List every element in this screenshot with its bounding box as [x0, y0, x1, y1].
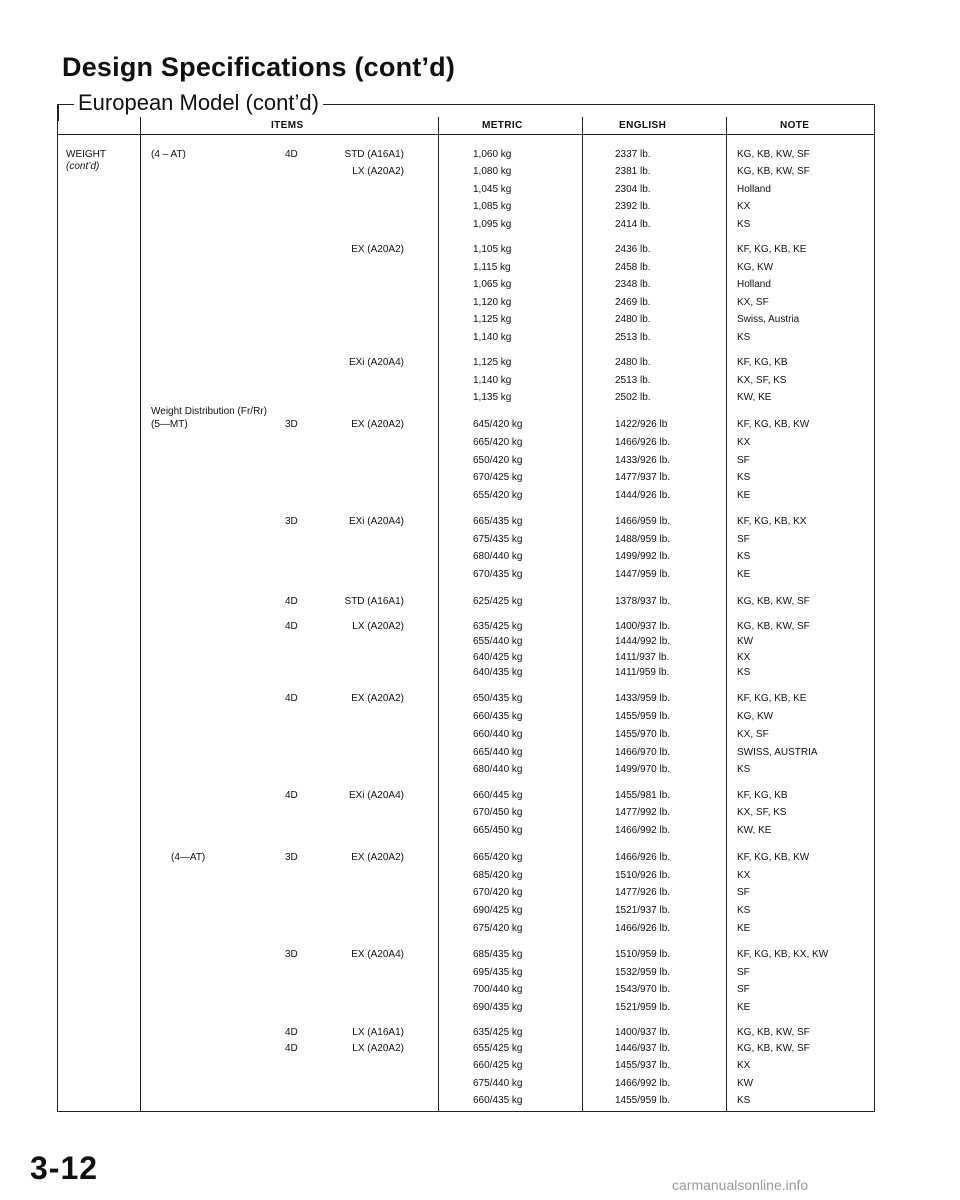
row-metric: 1,140 kg — [473, 332, 512, 343]
row-note: KX, SF, KS — [737, 375, 787, 386]
row-body-style: 3D — [285, 852, 298, 863]
row-metric: 665/435 kg — [473, 516, 523, 527]
column-divider — [726, 117, 727, 1112]
row-english: 1499/970 lb. — [615, 764, 671, 775]
row-english: 1455/959 lb. — [615, 1095, 671, 1106]
row-note: KG, KW — [737, 262, 774, 273]
row-metric: 675/440 kg — [473, 1078, 523, 1089]
row-english: 1411/937 lb. — [615, 652, 670, 663]
row-body-style: 4D — [285, 149, 298, 160]
row-body-style: 4D — [285, 1027, 298, 1038]
row-metric: 645/420 kg — [473, 419, 523, 430]
row-note: KS — [737, 764, 751, 775]
row-note: KG, KB, KW, SF — [737, 621, 810, 632]
header-divider — [57, 134, 875, 135]
header-metric: METRIC — [482, 120, 523, 131]
row-note: KF, KG, KB — [737, 357, 788, 368]
row-model: EX (A20A4) — [351, 949, 404, 960]
row-english: 1444/992 lb. — [615, 636, 671, 647]
row-english: 1466/970 lb. — [615, 747, 671, 758]
row-note: KF, KG, KB, KE — [737, 244, 807, 255]
row-english: 2414 lb. — [615, 219, 651, 230]
row-metric: 670/420 kg — [473, 887, 523, 898]
row-english: 1466/926 lb. — [615, 923, 671, 934]
row-english: 1510/926 lb. — [615, 870, 671, 881]
row-metric: 625/425 kg — [473, 596, 523, 607]
row-metric: 1,080 kg — [473, 166, 512, 177]
row-english: 1400/937 lb. — [615, 621, 671, 632]
column-divider — [140, 117, 141, 1112]
row-metric: 1,140 kg — [473, 375, 512, 386]
row-note: KG, KB, KW, SF — [737, 149, 810, 160]
row-note: KS — [737, 1095, 751, 1106]
row-model: EXi (A20A4) — [348, 790, 404, 801]
page-title: Design Specifications (cont’d) — [62, 52, 456, 82]
row-english: 1466/926 lb. — [615, 437, 671, 448]
row-metric: 655/440 kg — [473, 636, 523, 647]
row-english: 1510/959 lb. — [615, 949, 671, 960]
row-model: EX (A20A2) — [351, 244, 404, 255]
row-model: LX (A20A2) — [352, 621, 404, 632]
row-metric: 660/445 kg — [473, 790, 523, 801]
row-note: KW, KE — [737, 392, 772, 403]
row-english: 2480 lb. — [615, 357, 651, 368]
row-note: KE — [737, 569, 751, 580]
row-metric: 660/425 kg — [473, 1060, 523, 1071]
row-note: SWISS, AUSTRIA — [737, 747, 818, 758]
row-note: KW, KE — [737, 825, 772, 836]
row-english: 1488/959 lb. — [615, 534, 671, 545]
row-note: KX — [737, 1060, 751, 1071]
transmission-label: (5—MT) — [151, 419, 188, 430]
row-metric: 640/425 kg — [473, 652, 523, 663]
row-note: KE — [737, 1002, 751, 1013]
row-metric: 1,120 kg — [473, 297, 512, 308]
row-english: 1444/926 lb. — [615, 490, 671, 501]
row-note: KX, SF — [737, 297, 769, 308]
column-divider — [438, 117, 439, 1112]
row-english: 2348 lb. — [615, 279, 651, 290]
header-items: ITEMS — [271, 120, 304, 131]
row-english: 1447/959 lb. — [615, 569, 671, 580]
row-note: SF — [737, 534, 750, 545]
row-metric: 1,065 kg — [473, 279, 512, 290]
row-model: EX (A20A2) — [351, 693, 404, 704]
row-model: LX (A16A1) — [352, 1027, 404, 1038]
row-english: 1378/937 lb. — [615, 596, 671, 607]
row-body-style: 4D — [285, 596, 298, 607]
row-model: STD (A16A1) — [344, 149, 404, 160]
row-english: 1477/992 lb. — [615, 807, 671, 818]
row-english: 2469 lb. — [615, 297, 651, 308]
row-note: KS — [737, 332, 751, 343]
row-english: 1422/926 lb — [615, 419, 668, 430]
row-body-style: 4D — [285, 693, 298, 704]
row-english: 2513 lb. — [615, 332, 651, 343]
row-metric: 1,125 kg — [473, 357, 512, 368]
row-note: KF, KG, KB, KE — [737, 693, 807, 704]
header-note: NOTE — [780, 120, 810, 131]
row-english: 1521/959 lb. — [615, 1002, 671, 1013]
row-note: KS — [737, 905, 751, 916]
row-body-style: 4D — [285, 621, 298, 632]
row-note: KG, KB, KW, SF — [737, 596, 810, 607]
transmission-label: (4—AT) — [171, 852, 206, 863]
row-english: 1521/937 lb. — [615, 905, 671, 916]
row-metric: 1,125 kg — [473, 314, 512, 325]
row-metric: 1,085 kg — [473, 201, 512, 212]
row-english: 1543/970 lb. — [615, 984, 671, 995]
row-note: KX, SF, KS — [737, 807, 787, 818]
row-english: 2392 lb. — [615, 201, 651, 212]
row-note: KG, KB, KW, SF — [737, 166, 810, 177]
row-metric: 660/440 kg — [473, 729, 523, 740]
row-metric: 1,105 kg — [473, 244, 512, 255]
row-metric: 1,060 kg — [473, 149, 512, 160]
row-metric: 665/450 kg — [473, 825, 523, 836]
row-english: 2502 lb. — [615, 392, 651, 403]
row-english: 1455/970 lb. — [615, 729, 671, 740]
row-note: KS — [737, 472, 751, 483]
row-model: EX (A20A2) — [351, 852, 404, 863]
row-metric: 655/420 kg — [473, 490, 523, 501]
row-english: 1411/959 lb. — [615, 667, 670, 678]
row-english: 1466/926 lb. — [615, 852, 671, 863]
row-note: Holland — [737, 184, 771, 195]
row-metric: 700/440 kg — [473, 984, 523, 995]
row-metric: 665/420 kg — [473, 437, 523, 448]
row-english: 1466/992 lb. — [615, 1078, 671, 1089]
category-label: WEIGHT — [66, 149, 106, 160]
watermark: carmanualsonline.info — [672, 1177, 809, 1193]
row-body-style: 4D — [285, 790, 298, 801]
row-note: SF — [737, 455, 750, 466]
row-body-style: 3D — [285, 949, 298, 960]
row-metric: 690/425 kg — [473, 905, 523, 916]
row-english: 1400/937 lb. — [615, 1027, 671, 1038]
row-english: 2513 lb. — [615, 375, 651, 386]
row-metric: 675/435 kg — [473, 534, 523, 545]
row-metric: 680/440 kg — [473, 764, 523, 775]
row-english: 1477/926 lb. — [615, 887, 671, 898]
row-metric: 655/425 kg — [473, 1043, 523, 1054]
row-metric: 635/425 kg — [473, 621, 523, 632]
row-model: EX (A20A2) — [351, 419, 404, 430]
row-english: 1433/959 lb. — [615, 693, 671, 704]
row-note: KF, KG, KB, KW — [737, 419, 810, 430]
row-note: Swiss, Austria — [737, 314, 800, 325]
row-metric: 1,135 kg — [473, 392, 512, 403]
row-note: KS — [737, 551, 751, 562]
row-note: KF, KG, KB — [737, 790, 788, 801]
row-english: 2337 lb. — [615, 149, 651, 160]
row-metric: 1,045 kg — [473, 184, 512, 195]
row-english: 1466/992 lb. — [615, 825, 671, 836]
row-note: KX — [737, 201, 751, 212]
section-subtitle: European Model (cont’d) — [74, 90, 323, 116]
row-body-style: 3D — [285, 516, 298, 527]
weight-distribution-label: Weight Distribution (Fr/Rr) — [151, 406, 267, 417]
row-model: EXi (A20A4) — [348, 357, 404, 368]
row-note: KX — [737, 652, 751, 663]
row-metric: 660/435 kg — [473, 711, 523, 722]
row-note: KG, KW — [737, 711, 774, 722]
row-english: 1477/937 lb. — [615, 472, 671, 483]
row-note: KE — [737, 490, 751, 501]
row-english: 1532/959 lb. — [615, 967, 671, 978]
row-model: LX (A20A2) — [352, 1043, 404, 1054]
row-note: KS — [737, 219, 751, 230]
row-metric: 670/435 kg — [473, 569, 523, 580]
row-model: LX (A20A2) — [352, 166, 404, 177]
column-divider — [582, 117, 583, 1112]
row-model: STD (A16A1) — [344, 596, 404, 607]
row-english: 2480 lb. — [615, 314, 651, 325]
row-metric: 1,095 kg — [473, 219, 512, 230]
row-note: KG, KB, KW, SF — [737, 1043, 810, 1054]
row-note: KX — [737, 870, 751, 881]
row-note: KF, KG, KB, KX — [737, 516, 807, 527]
row-model: EXi (A20A4) — [348, 516, 404, 527]
row-note: KG, KB, KW, SF — [737, 1027, 810, 1038]
row-note: Holland — [737, 279, 771, 290]
row-note: KF, KG, KB, KX, KW — [737, 949, 829, 960]
row-note: KW — [737, 636, 754, 647]
row-metric: 685/435 kg — [473, 949, 523, 960]
row-metric: 675/420 kg — [473, 923, 523, 934]
header-english: ENGLISH — [619, 120, 667, 131]
row-note: KS — [737, 667, 751, 678]
row-metric: 680/440 kg — [473, 551, 523, 562]
row-metric: 665/420 kg — [473, 852, 523, 863]
row-metric: 635/425 kg — [473, 1027, 523, 1038]
row-note: SF — [737, 887, 750, 898]
row-metric: 665/440 kg — [473, 747, 523, 758]
row-note: SF — [737, 984, 750, 995]
row-english: 1499/992 lb. — [615, 551, 671, 562]
row-metric: 660/435 kg — [473, 1095, 523, 1106]
row-metric: 650/420 kg — [473, 455, 523, 466]
row-english: 1433/926 lb. — [615, 455, 671, 466]
row-metric: 690/435 kg — [473, 1002, 523, 1013]
row-note: KW — [737, 1078, 754, 1089]
row-metric: 1,115 kg — [473, 262, 511, 273]
row-english: 1455/937 lb. — [615, 1060, 671, 1071]
transmission-label: (4 – AT) — [151, 149, 186, 160]
row-body-style: 3D — [285, 419, 298, 430]
row-body-style: 4D — [285, 1043, 298, 1054]
row-english: 1466/959 lb. — [615, 516, 671, 527]
row-english: 2381 lb. — [615, 166, 651, 177]
row-metric: 670/425 kg — [473, 472, 523, 483]
row-note: KX, SF — [737, 729, 769, 740]
row-metric: 695/435 kg — [473, 967, 523, 978]
row-english: 2304 lb. — [615, 184, 651, 195]
row-note: SF — [737, 967, 750, 978]
category-label-cont: (cont’d) — [66, 161, 100, 172]
row-english: 1455/981 lb. — [615, 790, 671, 801]
row-metric: 640/435 kg — [473, 667, 523, 678]
row-english: 1446/937 lb. — [615, 1043, 671, 1054]
row-english: 2436 lb. — [615, 244, 651, 255]
row-metric: 685/420 kg — [473, 870, 523, 881]
row-note: KE — [737, 923, 751, 934]
row-note: KX — [737, 437, 751, 448]
row-english: 1455/959 lb. — [615, 711, 671, 722]
row-english: 2458 lb. — [615, 262, 651, 273]
row-metric: 670/450 kg — [473, 807, 523, 818]
row-note: KF, KG, KB, KW — [737, 852, 810, 863]
row-metric: 650/435 kg — [473, 693, 523, 704]
page-number: 3-12 — [30, 1150, 99, 1186]
